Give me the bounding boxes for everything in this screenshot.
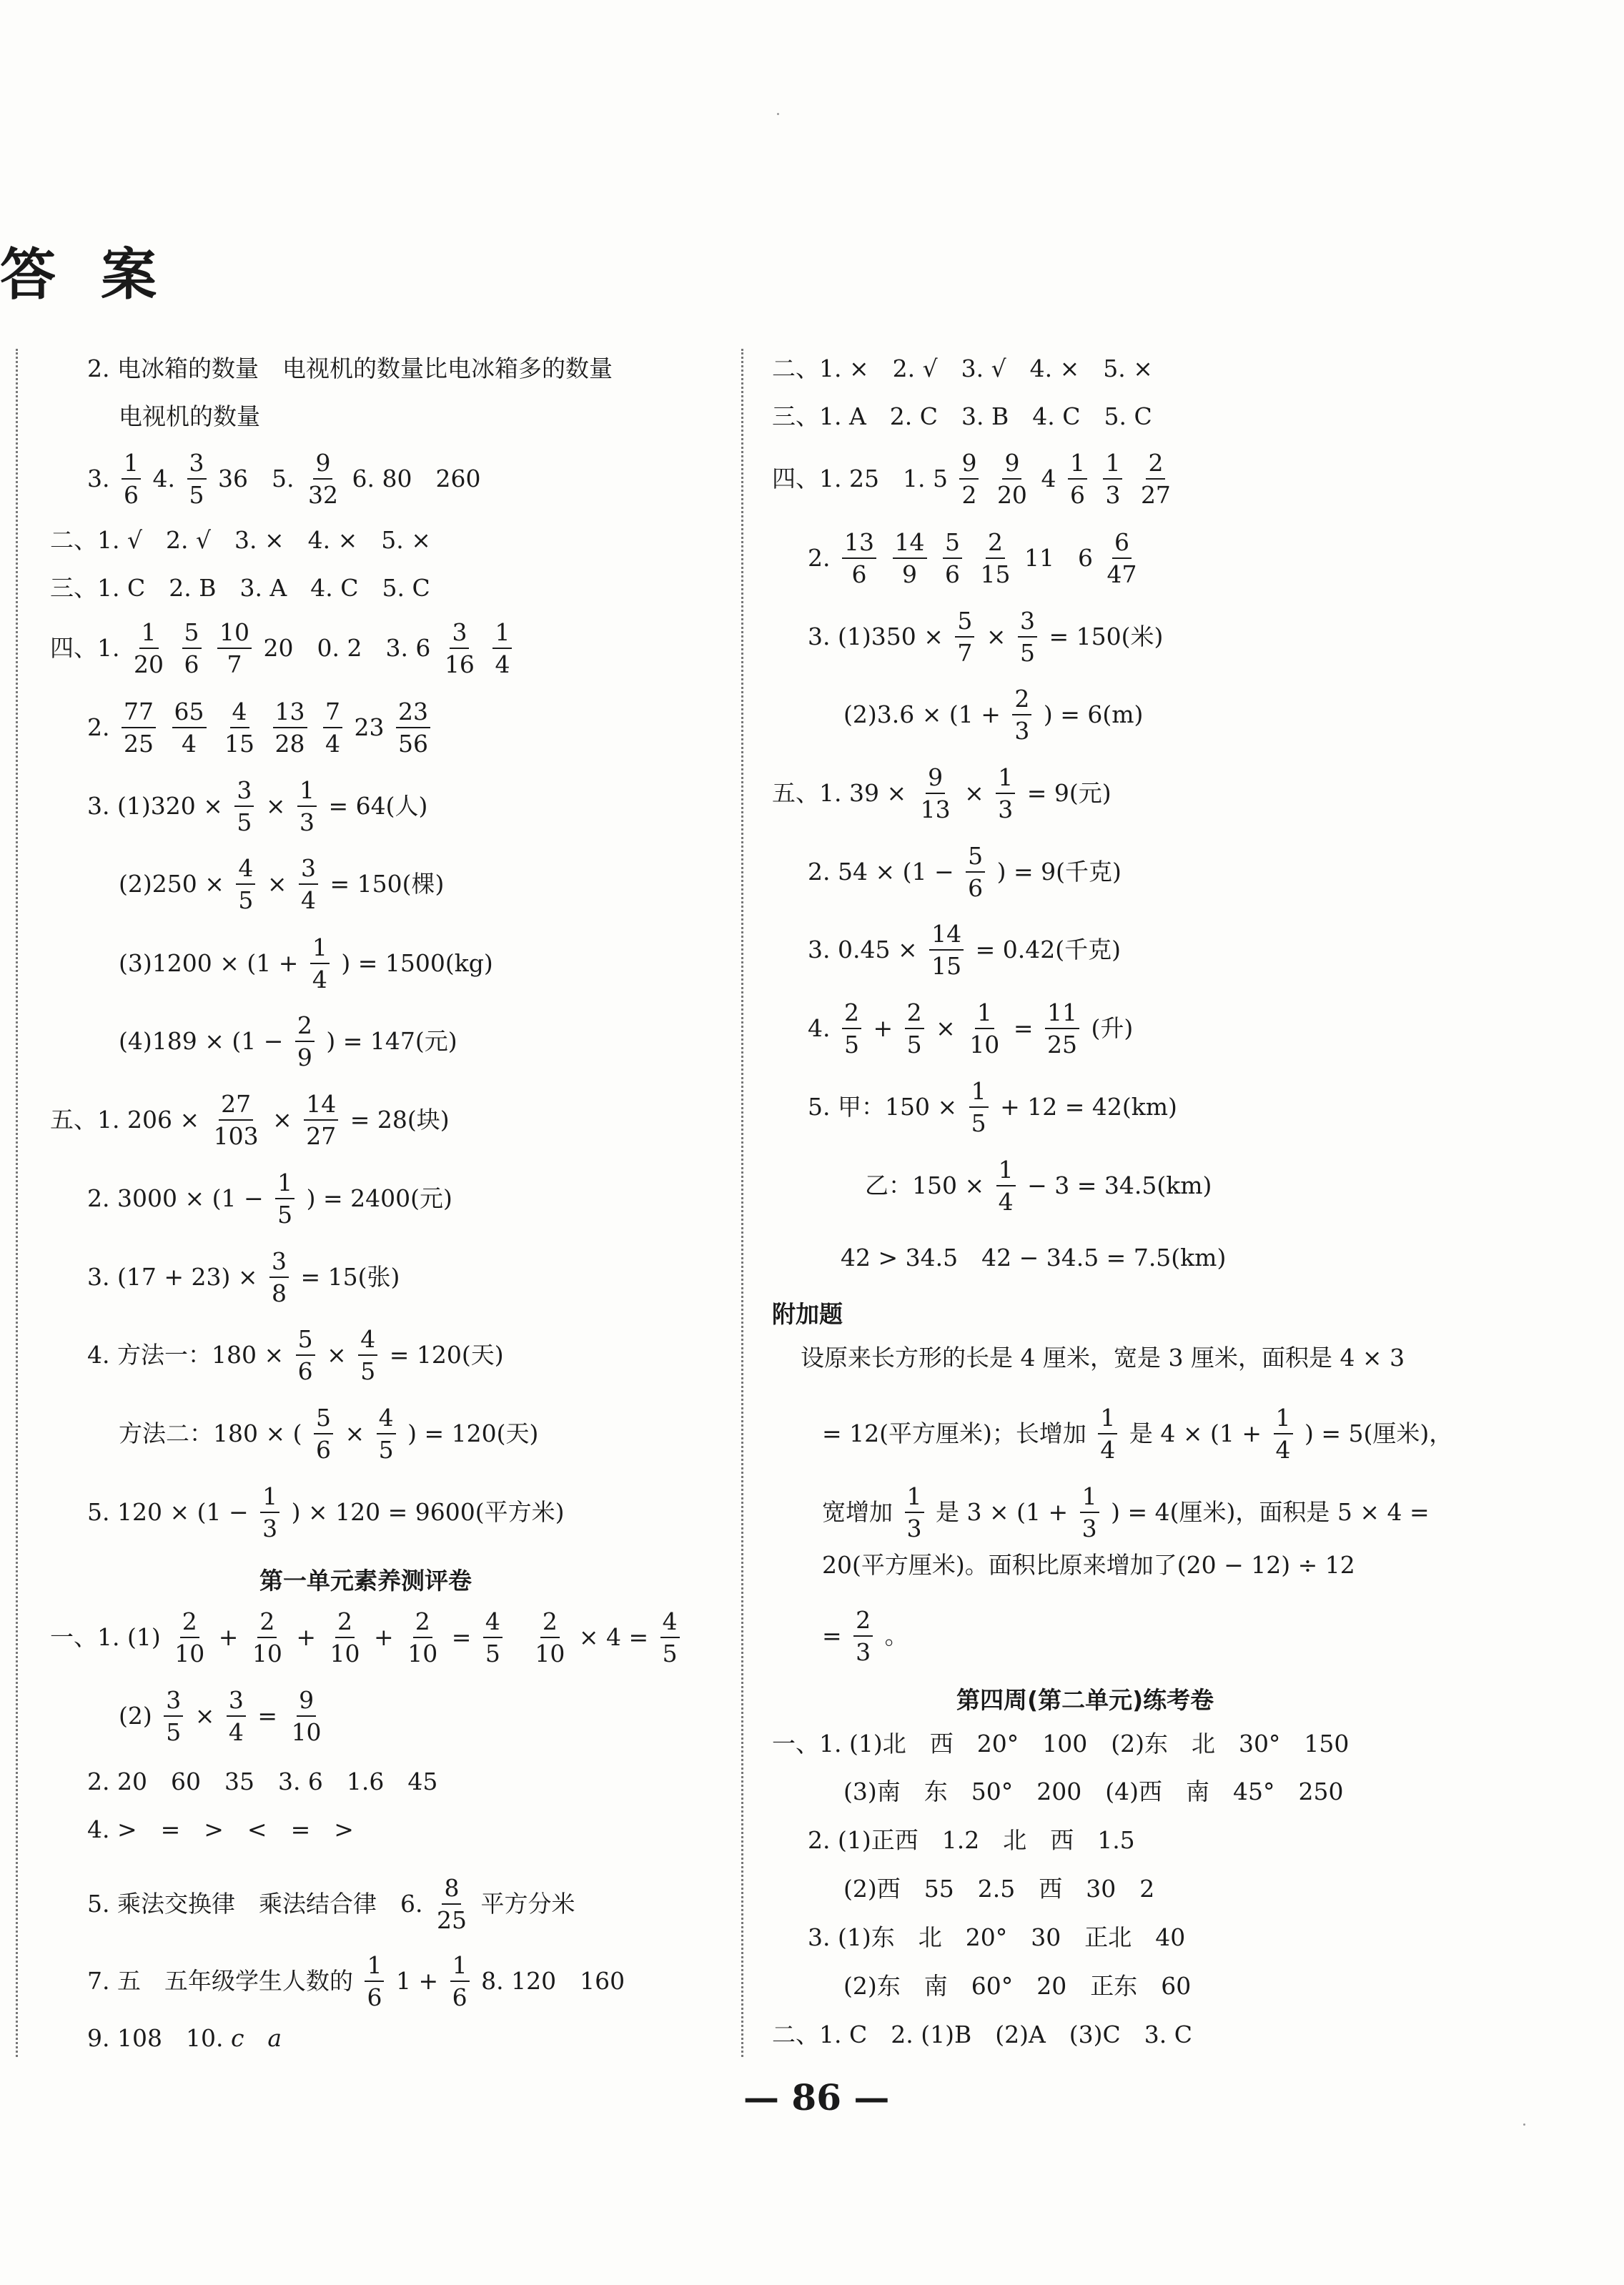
answer-line: 9. 108 10. c a: [87, 2024, 282, 2052]
answer-line: 三、1. A 2. C 3. B 4. C 5. C: [772, 402, 1152, 430]
answer-line: 一、1. (1)北 西 20° 100 (2)东 北 30° 150: [772, 1730, 1350, 1758]
section-heading: 第一单元素养测评卷: [259, 1567, 472, 1595]
answer-line: 五、1. 39 × $\frac{9}{13}$ × $\frac{1}{3}$ = 9(元): [772, 763, 1111, 823]
answer-line: 4. 方法一：180 × $\frac{5}{6}$ × $\frac{4}{5}$ = 120(天): [87, 1325, 504, 1385]
fraction: $\frac{1}{6}$: [122, 451, 141, 507]
answer-line: 20(平方厘米)。面积比原来增加了(20 − 12) ÷ 12: [822, 1551, 1355, 1579]
section-heading: 附加题: [772, 1300, 843, 1328]
answer-line: 二、1. C 2. (1)B (2)A (3)C 3. C: [772, 2021, 1192, 2048]
answer-line: (3)1200 × (1 + $\frac{1}{4}$ ) = 1500(kg): [119, 933, 493, 993]
answer-line: 二、1. × 2. √ 3. √ 4. × 5. ×: [772, 355, 1153, 382]
answer-line: 乙：150 × $\frac{1}{4}$ − 3 = 34.5(km): [865, 1156, 1212, 1216]
answer-line: (2) $\frac{3}{5}$ × $\frac{3}{4}$ = $\frac{9}{10}$: [119, 1686, 322, 1746]
speck: [1523, 2123, 1525, 2126]
page-number: — 86 —: [743, 2076, 890, 2118]
speck: [777, 113, 779, 115]
answer-line: = $\frac{2}{3}$ 。: [822, 1606, 908, 1666]
answer-line: (2)东 南 60° 20 正东 60: [843, 1972, 1192, 2000]
answer-line: 2. 3000 × (1 − $\frac{1}{5}$ ) = 2400(元): [87, 1169, 452, 1229]
page-title: 答 案: [0, 243, 170, 307]
answer-line: 设原来长方形的长是 4 厘米，宽是 3 厘米，面积是 4 × 3: [801, 1344, 1405, 1372]
answer-line: 2. $\frac{13}{6}$ $\frac{14}{9}$ $\frac{5}{6}$ $\frac{2}{15}$ 11 6 $\frac{6}{47}$: [808, 528, 1137, 588]
answer-line: 四、1. 25 1. 5 $\frac{9}{2}$ $\frac{9}{20}$ 4 $\frac{1}{6}$ $\frac{1}{3}$ $\frac{2}{27}$: [772, 449, 1171, 509]
left-dotted-divider: [16, 349, 18, 2057]
answer-line: 3. (1)东 北 20° 30 正北 40: [808, 1923, 1186, 1951]
center-dotted-divider: [741, 349, 743, 2057]
answer-line: 3. (1)350 × $\frac{5}{7}$ × $\frac{3}{5}$ = 150(米): [808, 607, 1164, 667]
answer-line: 电视机的数量: [119, 402, 260, 430]
fraction: $\frac{9}{32}$: [307, 449, 338, 509]
answer-line: (4)189 × (1 − $\frac{2}{9}$ ) = 147(元): [119, 1011, 457, 1071]
answer-line: (2)3.6 × (1 + $\frac{2}{3}$ ) = 6(m): [843, 685, 1144, 745]
answer-line: 2. 电冰箱的数量 电视机的数量比电冰箱多的数量: [87, 355, 613, 382]
answer-line: 4. $\frac{2}{5}$ + $\frac{2}{5}$ × $\frac{1}{10}$ = $\frac{11}{25}$ (升): [808, 998, 1134, 1059]
answer-line: (2)西 55 2.5 西 30 2: [843, 1875, 1155, 1903]
answer-line: 2. (1)正西 1.2 北 西 1.5: [808, 1826, 1135, 1854]
answer-line: 42 > 34.5 42 − 34.5 = 7.5(km): [841, 1244, 1227, 1272]
answer-line: 三、1. C 2. B 3. A 4. C 5. C: [50, 574, 430, 602]
answer-line: 2. $\frac{77}{25}$ $\frac{65}{4}$ $\frac{4}{15}$ $\frac{13}{28}$ $\frac{7}{4}$ 23 $\frac{23}{56}$: [87, 700, 435, 755]
answer-line: 2. 20 60 35 3. 6 1.6 45: [87, 1768, 438, 1795]
answer-line: = 12(平方厘米)；长增加 $\frac{1}{4}$ 是 4 × (1 + $\frac{1}{4}$ ) = 5(厘米)，: [822, 1404, 1453, 1464]
answer-line: 宽增加 $\frac{1}{3}$ 是 3 × (1 + $\frac{1}{3}$ ) = 4(厘米)，面积是 5 × 4 =: [822, 1482, 1430, 1542]
answer-line: 3. (1)320 × $\frac{3}{5}$ × $\frac{1}{3}$ = 64(人): [87, 776, 428, 836]
answer-line: (3)南 东 50° 200 (4)西 南 45° 250: [843, 1778, 1344, 1805]
answer-line: 3. (17 + 23) × $\frac{3}{8}$ = 15(张): [87, 1247, 400, 1307]
answer-line: 5. 甲：150 × $\frac{1}{5}$ + 12 = 42(km): [808, 1077, 1177, 1137]
answer-line: 二、1. √ 2. √ 3. × 4. × 5. ×: [50, 526, 431, 554]
answer-line: 五、1. 206 × $\frac{27}{103}$ × $\frac{14}{27}$ = 28(块): [50, 1090, 450, 1150]
answer-line: 一、1. (1) $\frac{2}{10}$ + $\frac{2}{10}$ + $\frac{2}{10}$ + $\frac{2}{10}$ = $\frac{4}{5}$ $\frac{2}{10}$ × 4 = $\frac{4}{5}$: [50, 1610, 684, 1665]
answer-line: 4. > = > < = >: [87, 1815, 354, 1843]
answer-line: 四、1. $\frac{1}{20}$ $\frac{5}{6}$ $\frac{10}{7}$ 20 0. 2 3. 6 $\frac{3}{16}$ $\frac{1}{4}$: [50, 620, 516, 676]
answer-line: 7. 五 五年级学生人数的 $\frac{1}{6}$ 1 + $\frac{1}{6}$ 8. 120 160: [87, 1951, 625, 2011]
answer-line: 5. 乘法交换律 乘法结合律 6. $\frac{8}{25}$ 平方分米: [87, 1874, 575, 1934]
fraction: $\frac{3}{5}$: [187, 451, 207, 507]
answer-line: 3. 0.45 × $\frac{14}{15}$ = 0.42(千克): [808, 920, 1121, 980]
answer-line: 2. 54 × (1 − $\frac{5}{6}$ ) = 9(千克): [808, 842, 1122, 902]
answer-line: 5. 120 × (1 − $\frac{1}{3}$ ) × 120 = 9600(平方米): [87, 1482, 565, 1542]
section-heading: 第四周(第二单元)练考卷: [956, 1686, 1214, 1714]
answer-line: 3. $\frac{1}{6}$ 4. $\frac{3}{5}$ 36 5. $\frac{9}{32}$ 6. 80 260: [87, 449, 481, 509]
answer-line: (2)250 × $\frac{4}{5}$ × $\frac{3}{4}$ = 150(棵): [119, 854, 445, 914]
answer-line: 方法二：180 × ( $\frac{5}{6}$ × $\frac{4}{5}$ ) = 120(天): [119, 1404, 539, 1464]
